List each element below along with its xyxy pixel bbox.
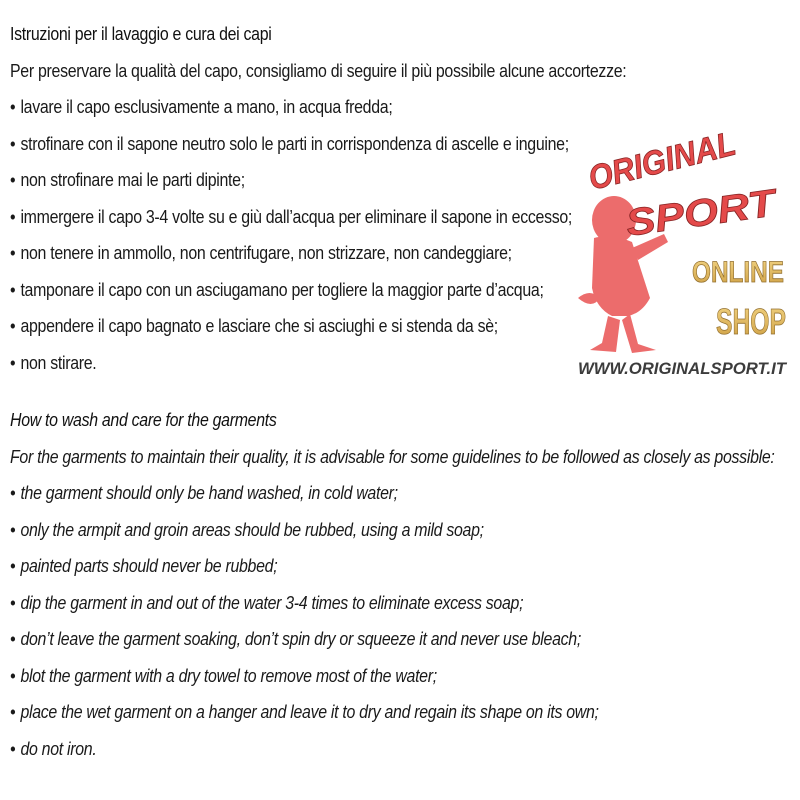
english-section xyxy=(10,402,790,767)
italian-heading: Istruzioni per il lavaggio e cura dei capi xyxy=(10,23,272,44)
english-list-item xyxy=(10,658,681,695)
bullet-icon: • xyxy=(10,482,16,503)
english-item-text: place the wet garment on a hanger and leave it to dry and regain its shape on its own; xyxy=(20,701,599,722)
english-item-text: the garment should only be hand washed, in cold water; xyxy=(20,482,398,503)
italian-list-item xyxy=(10,89,681,126)
bullet-icon: • xyxy=(10,591,16,613)
bullet-icon: • xyxy=(10,664,16,686)
english-heading: How to wash and care for the garments xyxy=(10,409,277,430)
italian-list-item xyxy=(10,126,681,163)
bullet-icon: • xyxy=(10,628,16,649)
italian-list-item xyxy=(10,199,681,236)
wordmark-line1: ORIGINAL xyxy=(584,120,756,198)
english-item-text: painted parts should never be rubbed; xyxy=(20,555,278,576)
italian-section xyxy=(10,16,790,381)
english-item-text: only the armpit and groin areas should be rubbed, using a mild soap; xyxy=(20,518,484,540)
bullet-icon: • xyxy=(10,169,16,190)
english-list-item xyxy=(10,512,681,549)
english-item-text: blot the garment with a dry towel to remove most of the water; xyxy=(20,664,437,686)
italian-item-text: tamponare il capo con un asciugamano per togliere la maggior parte d’acqua; xyxy=(20,278,544,300)
english-item-text: do not iron. xyxy=(20,737,97,759)
bullet-icon: • xyxy=(10,96,16,117)
italian-list-item xyxy=(10,272,681,309)
italian-item-text: non stirare. xyxy=(20,351,97,373)
italian-item-text: strofinare con il sapone neutro solo le parti in corrispondenza di ascelle e inguine; xyxy=(20,132,569,154)
english-list-item xyxy=(10,621,681,658)
bullet-icon: • xyxy=(10,737,16,759)
italian-list-item xyxy=(10,162,681,199)
italian-list-item xyxy=(10,345,681,382)
bullet-icon: • xyxy=(10,518,16,540)
english-item-text: don’t leave the garment soaking, don’t spin dry or squeeze it and never use bleach; xyxy=(20,628,581,649)
italian-item-text: non strofinare mai le parti dipinte; xyxy=(20,169,245,190)
bullet-icon: • xyxy=(10,555,16,576)
english-list-item xyxy=(10,548,681,585)
bullet-icon: • xyxy=(10,132,16,154)
italian-item-text: non tenere in ammollo, non centrifugare, non strizzare, non candeggiare; xyxy=(20,242,512,263)
english-list-item xyxy=(10,475,681,512)
bullet-icon: • xyxy=(10,278,16,300)
italian-intro: Per preservare la qualità del capo, consigliamo di seguire il più possibile alcune accortezze: xyxy=(10,59,627,81)
bullet-icon: • xyxy=(10,242,16,263)
english-intro: For the garments to maintain their quality, it is advisable for some guidelines to be followed as closely as possible: xyxy=(10,445,775,467)
watermark-url: WWW.ORIGINALSPORT.IT xyxy=(578,359,788,378)
italian-item-text: appendere il capo bagnato e lasciare che si asciughi e si stenda da sè; xyxy=(20,315,498,336)
english-list-item xyxy=(10,585,681,622)
italian-list-item xyxy=(10,235,681,272)
badge-line2: SHOP xyxy=(716,301,786,342)
wordmark-line2: SPORT xyxy=(623,185,759,245)
italian-item-text: immergere il capo 3-4 volte su e giù dall’acqua per eliminare il sapone in eccesso; xyxy=(20,205,573,227)
italian-item-text: lavare il capo esclusivamente a mano, in acqua fredda; xyxy=(20,96,393,117)
badge-line1: ONLINE xyxy=(692,256,784,289)
bullet-icon: • xyxy=(10,315,16,336)
english-list-item xyxy=(10,731,681,768)
bullet-icon: • xyxy=(10,701,16,722)
bullet-icon: • xyxy=(10,351,16,373)
english-item-text: dip the garment in and out of the water 3-4 times to eliminate excess soap; xyxy=(20,591,524,613)
english-list-item xyxy=(10,694,681,731)
bullet-icon: • xyxy=(10,205,16,227)
italian-list-item xyxy=(10,308,681,345)
